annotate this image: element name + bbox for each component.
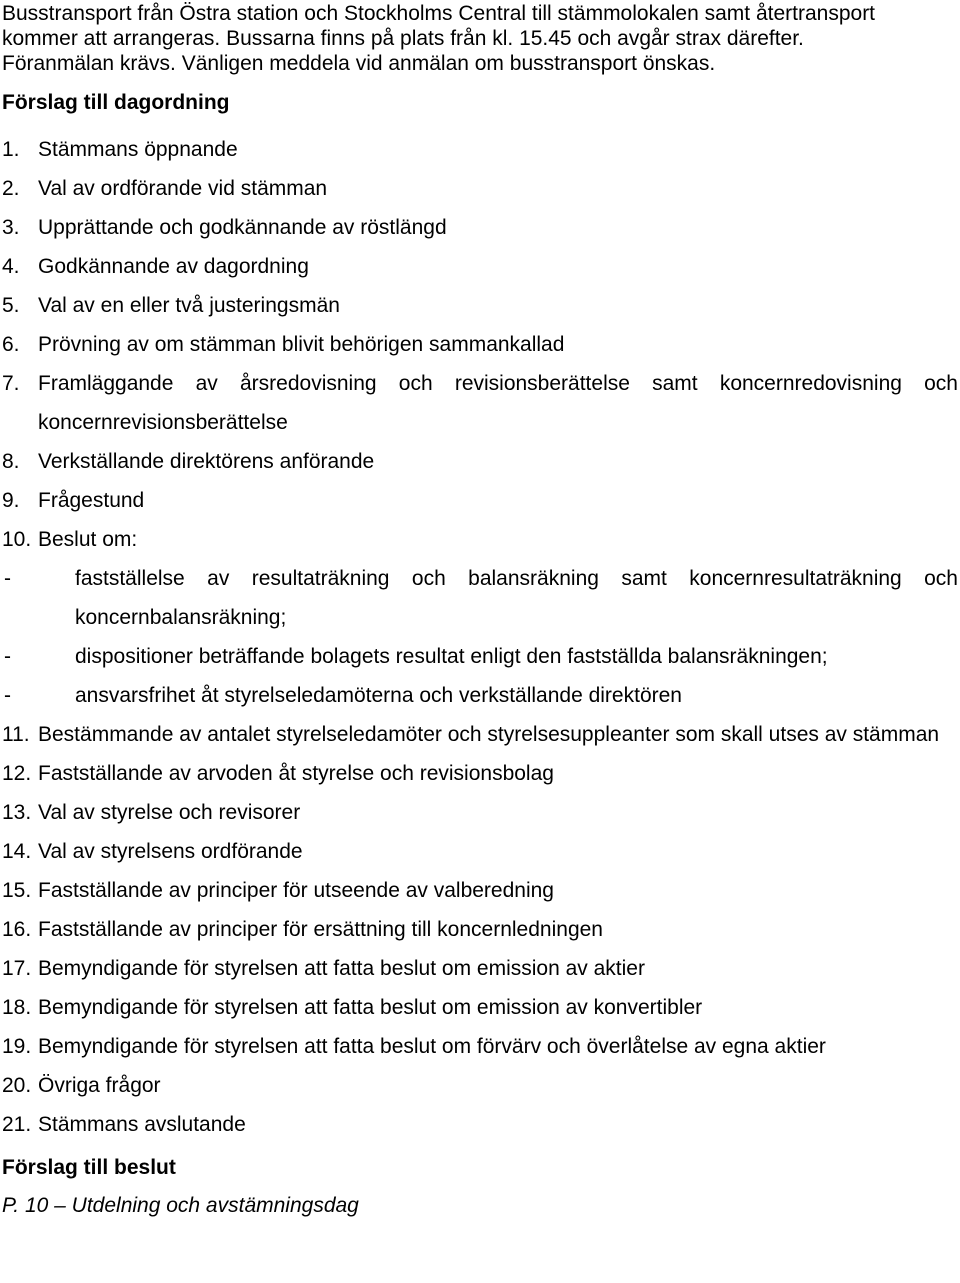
agenda-item-number: 2.: [2, 177, 20, 200]
agenda-item-text: Val av styrelsens ordförande: [38, 840, 303, 863]
agenda-item-9: [2, 481, 958, 520]
agenda-item-4: [2, 247, 958, 286]
agenda-item-text: Stämmans avslutande: [38, 1113, 246, 1136]
intro-paragraph: [2, 0, 958, 76]
agenda-item-number: 19.: [2, 1035, 32, 1058]
agenda-item-number: 17.: [2, 957, 32, 980]
agenda-item-number: 1.: [2, 138, 20, 161]
agenda-item-number: 7.: [2, 372, 20, 395]
agenda-item-number: 9.: [2, 489, 20, 512]
agenda-item-17: [2, 949, 958, 988]
dash-bullet: -: [4, 567, 11, 590]
agenda-item-number: 18.: [2, 996, 32, 1019]
agenda-item-7: [2, 364, 958, 442]
agenda-item-number: 6.: [2, 333, 20, 356]
proposal-heading: Förslag till beslut: [2, 1156, 176, 1179]
proposal-subheading: P. 10 – Utdelning och avstämningsdag: [2, 1194, 359, 1217]
agenda-item-number: 16.: [2, 918, 32, 941]
agenda-item-text: Verkställande direktörens anförande: [38, 450, 375, 473]
agenda-item-text: Övriga frågor: [38, 1074, 161, 1097]
agenda-item-number: 14.: [2, 840, 32, 863]
agenda-item-text: Frågestund: [38, 489, 145, 512]
agenda-item-5: [2, 286, 958, 325]
agenda-item-14: [2, 832, 958, 871]
agenda-item-text: Fastställande av arvoden åt styrelse och revisionsbolag: [38, 762, 554, 785]
agenda-item-2: [2, 169, 958, 208]
agenda-item-text: Prövning av om stämman blivit behörigen sammankallad: [38, 333, 565, 356]
agenda-item-21: [2, 1105, 958, 1144]
agenda-list: [2, 130, 958, 1144]
dash-bullet: -: [4, 684, 11, 707]
agenda-item-text: Val av ordförande vid stämman: [38, 177, 328, 200]
agenda-item-text: Fastställande av principer för utseende av valberedning: [38, 879, 554, 902]
agenda-item-text: Bemyndigande för styrelsen att fatta beslut om förvärv och överlåtelse av egna aktier: [38, 1035, 826, 1058]
agenda-item-6: [2, 325, 958, 364]
agenda-item-3: [2, 208, 958, 247]
intro-line-1: Busstransport från Östra station och Stockholms Central till stämmolokalen samt återtransport: [2, 2, 876, 25]
decision-subitem-text: fastställelse av resultaträkning och balansräkning samt koncernresultaträkning och koncernbalansräkning;: [75, 567, 958, 629]
agenda-item-13: [2, 793, 958, 832]
agenda-item-text: Val av styrelse och revisorer: [38, 801, 301, 824]
agenda-item-number: 5.: [2, 294, 20, 317]
agenda-item-15: [2, 871, 958, 910]
decision-subitem-text: dispositioner beträffande bolagets resultat enligt den fastställda balansräkningen;: [75, 645, 828, 668]
agenda-item-1: [2, 130, 958, 169]
agenda-item-number: 20.: [2, 1074, 32, 1097]
agenda-item-10: [2, 520, 958, 715]
agenda-item-19: [2, 1027, 958, 1066]
agenda-item-number: 13.: [2, 801, 32, 824]
agenda-item-text: Val av en eller två justeringsmän: [38, 294, 340, 317]
agenda-item-number: 8.: [2, 450, 20, 473]
agenda-item-text: Bemyndigande för styrelsen att fatta beslut om emission av konvertibler: [38, 996, 703, 1019]
agenda-item-text: Stämmans öppnande: [38, 138, 238, 161]
agenda-item-8: [2, 442, 958, 481]
agenda-item-number: 3.: [2, 216, 20, 239]
agenda-item-text: Upprättande och godkännande av röstlängd: [38, 216, 447, 239]
intro-line-2: kommer att arrangeras. Bussarna finns på plats från kl. 15.45 och avgår strax därefter.: [2, 27, 804, 50]
agenda-heading: Förslag till dagordning: [2, 91, 230, 114]
agenda-item-12: [2, 754, 958, 793]
dash-bullet: -: [4, 645, 11, 668]
decision-subitem-text: ansvarsfrihet åt styrelseledamöterna och verkställande direktören: [75, 684, 682, 707]
agenda-item-11: [2, 715, 958, 754]
agenda-item-number: 11.: [2, 723, 30, 746]
agenda-item-number: 15.: [2, 879, 32, 902]
document-page: [2, 0, 958, 1219]
decision-subitem: [2, 559, 958, 637]
agenda-item-number: 21.: [2, 1113, 32, 1136]
agenda-item-20: [2, 1066, 958, 1105]
agenda-item-number: 12.: [2, 762, 32, 785]
agenda-item-number: 10.: [2, 528, 32, 551]
agenda-item-text: Fastställande av principer för ersättning till koncernledningen: [38, 918, 603, 941]
agenda-item-number: 4.: [2, 255, 20, 278]
decision-subitem: [2, 637, 958, 676]
agenda-item-text: Framläggande av årsredovisning och revisionsberättelse samt koncernredovisning och koncernrevisionsberättelse: [38, 372, 958, 434]
agenda-item-text: Bestämmande av antalet styrelseledamöter och styrelsesuppleanter som skall utses av stämman: [38, 723, 940, 746]
agenda-item-text: Bemyndigande för styrelsen att fatta beslut om emission av aktier: [38, 957, 645, 980]
agenda-item-text: Beslut om:: [38, 528, 138, 551]
agenda-item-18: [2, 988, 958, 1027]
intro-line-3: Föranmälan krävs. Vänligen meddela vid anmälan om busstransport önskas.: [2, 52, 716, 75]
agenda-item-16: [2, 910, 958, 949]
decision-sublist: [4, 559, 958, 715]
decision-subitem: [2, 676, 958, 715]
agenda-item-text: Godkännande av dagordning: [38, 255, 309, 278]
